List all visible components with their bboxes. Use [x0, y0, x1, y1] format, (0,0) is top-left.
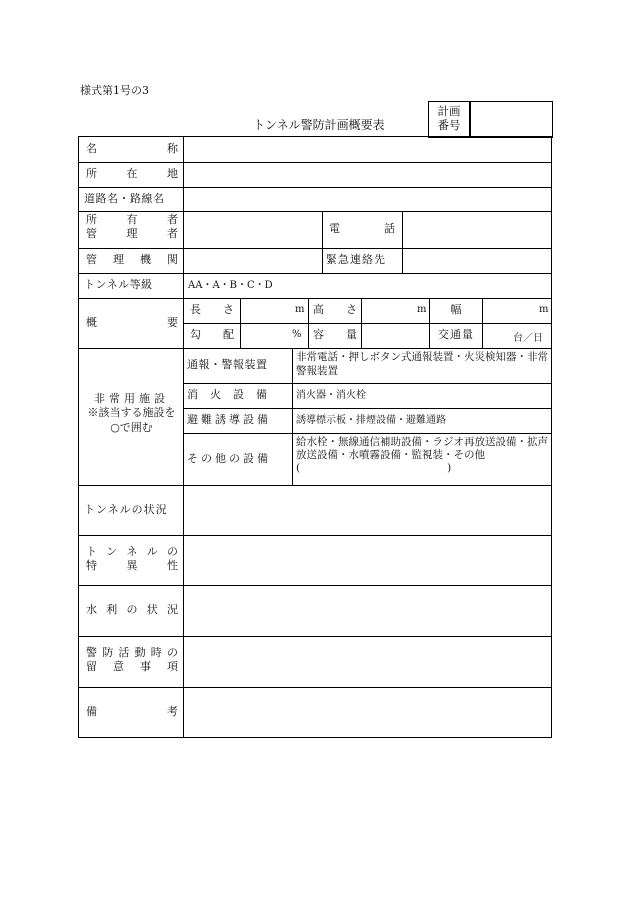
location-label-char: 地 — [167, 167, 178, 181]
name-label — [86, 137, 178, 162]
facility-detail-other[interactable]: 給水栓・無線通信補助設備・ラジオ再放送設備・拡声放送設備・水噴霧設備・監視装・その他( ) — [296, 436, 548, 475]
capacity-label-char: 容 — [313, 328, 324, 342]
plan-number-label-line2: 番号 — [437, 118, 461, 133]
notes-label-char: の — [166, 646, 178, 659]
width-label: 幅 — [450, 303, 462, 317]
road-name-label: 道路名・路線名 — [84, 191, 165, 205]
location-label — [86, 162, 178, 187]
notes-label-char: 動 — [134, 646, 146, 659]
firefighting-notes-field[interactable] — [186, 641, 548, 683]
owner-label-char: 有 — [126, 213, 138, 226]
notes-label-char: 意 — [113, 659, 124, 673]
form-number: 様式第1号の3 — [80, 84, 149, 97]
plan-number-label-line1: 計画 — [437, 104, 461, 118]
owner-manager-field[interactable] — [186, 216, 318, 244]
notes-label-char: 活 — [118, 646, 130, 659]
owner-label-line — [86, 213, 178, 227]
traffic-unit: 台／日 — [513, 333, 543, 344]
height-unit: m — [417, 304, 427, 315]
location-field[interactable] — [186, 167, 548, 185]
emergency-contact-label: 緊急連絡先 — [326, 253, 386, 267]
peculiarity-label-char: ル — [146, 545, 158, 558]
tunnel-peculiarity-field[interactable] — [186, 540, 548, 582]
plan-number-label — [428, 104, 470, 133]
overview-label-char: 概 — [86, 315, 97, 329]
peculiarity-label-line2 — [86, 559, 178, 573]
traffic-label: 交通量 — [438, 328, 474, 342]
remarks-label-char: 考 — [167, 704, 178, 718]
owner-manager-label — [86, 213, 178, 241]
peculiarity-label-char: 性 — [167, 558, 178, 572]
gradient-label — [190, 323, 234, 348]
gradient-label-char: 勾 — [190, 328, 201, 342]
width-unit: m — [539, 304, 549, 315]
facility-name-evacuation: 避難誘導設備 — [187, 413, 271, 427]
owner-label-char: 者 — [167, 213, 178, 226]
notes-label-char: 警 — [86, 646, 97, 659]
gradient-label-char: 配 — [223, 328, 234, 342]
tunnel-status-label: トンネルの状況 — [84, 502, 168, 516]
water-label-char: 況 — [167, 603, 178, 617]
overview-label — [86, 298, 178, 348]
length-label — [190, 298, 234, 323]
location-label-char: 所 — [86, 167, 97, 181]
peculiarity-label-char: ネ — [126, 545, 138, 558]
water-status-label — [86, 585, 178, 636]
agency-label-char: 関 — [167, 253, 178, 267]
emergency-facilities-label — [80, 392, 183, 435]
gradient-unit: % — [292, 329, 302, 340]
form-title: トンネル警防計画概要表 — [253, 118, 385, 132]
agency-label-char: 理 — [113, 253, 124, 267]
water-label-char: 利 — [106, 603, 118, 617]
facilities-label-line3: ○で囲む — [110, 420, 153, 434]
name-label-char: 称 — [167, 142, 178, 156]
notes-label-char: 留 — [86, 659, 97, 673]
phone-label-char: 電 — [329, 222, 340, 236]
notes-label-char: 事 — [140, 659, 151, 673]
water-label-char: の — [126, 603, 138, 617]
peculiarity-label-char: ン — [106, 545, 118, 558]
manager-label-char: 者 — [167, 226, 178, 240]
phone-label-char: 話 — [384, 222, 395, 236]
tunnel-grade-label: トンネル等級 — [84, 278, 153, 292]
management-agency-field[interactable] — [186, 253, 318, 271]
tunnel-peculiarity-label — [86, 545, 178, 573]
tunnel-status-field[interactable] — [186, 490, 548, 532]
manager-label-char: 理 — [126, 226, 138, 240]
phone-field[interactable] — [406, 216, 548, 244]
manager-label-line — [86, 227, 178, 241]
tunnel-grade-options[interactable]: AA・A・B・C・D — [188, 279, 273, 291]
facilities-label-line2: ※該当する施設を — [87, 406, 176, 420]
facilities-label-line1: 非常用施設 — [94, 392, 169, 405]
water-status-field[interactable] — [186, 590, 548, 632]
capacity-field[interactable] — [363, 325, 427, 346]
location-label-char: 在 — [126, 167, 138, 181]
notes-label-char: 時 — [150, 646, 162, 659]
capacity-label-char: 量 — [346, 328, 357, 342]
emergency-contact-field[interactable] — [406, 253, 548, 271]
road-name-field[interactable] — [186, 192, 548, 210]
length-label-char: さ — [223, 303, 234, 317]
peculiarity-label-char: 異 — [126, 558, 138, 572]
facility-detail-alarm[interactable]: 非常電話・押しボタン式通報装置・火災検知器・非常警報装置 — [296, 351, 548, 377]
water-label-char: 状 — [146, 603, 158, 617]
capacity-label — [313, 323, 357, 348]
overview-label-char: 要 — [167, 315, 178, 329]
name-field[interactable] — [186, 142, 548, 160]
remarks-label — [86, 687, 178, 737]
management-agency-label — [86, 248, 178, 273]
plan-number-value-cell[interactable] — [469, 101, 553, 138]
peculiarity-label-char: の — [167, 545, 178, 558]
agency-label-char: 管 — [86, 253, 97, 267]
name-label-char: 名 — [86, 142, 97, 156]
height-label — [313, 298, 357, 323]
remarks-field[interactable] — [186, 692, 548, 734]
water-label-char: 水 — [86, 603, 97, 617]
agency-label-char: 機 — [140, 253, 151, 267]
notes-label-char: 防 — [102, 646, 114, 659]
peculiarity-label-char: ト — [86, 545, 97, 558]
facility-name-fire-extinguishing: 消火設備 — [187, 388, 279, 402]
manager-label-char: 管 — [86, 226, 97, 240]
owner-label-char: 所 — [86, 213, 97, 226]
length-unit: m — [295, 304, 305, 315]
facility-detail-fire-extinguishing[interactable]: 消火器・消火栓 — [296, 390, 366, 401]
notes-label-char: 項 — [167, 659, 178, 673]
facility-name-alarm: 通報・警報装置 — [187, 358, 268, 372]
notes-label-line1 — [86, 646, 178, 660]
firefighting-notes-label — [86, 646, 178, 674]
remarks-label-char: 備 — [86, 704, 97, 718]
notes-label-line2 — [86, 660, 178, 674]
height-label-char: 高 — [313, 303, 324, 317]
facility-detail-evacuation[interactable]: 誘導標示板・排煙設備・避難通路 — [296, 415, 446, 426]
phone-label — [329, 211, 395, 248]
length-label-char: 長 — [190, 303, 201, 317]
facility-name-other: その他の設備 — [187, 451, 271, 465]
peculiarity-label-char: 特 — [86, 558, 97, 572]
height-label-char: さ — [346, 303, 357, 317]
peculiarity-label-line1 — [86, 545, 178, 559]
